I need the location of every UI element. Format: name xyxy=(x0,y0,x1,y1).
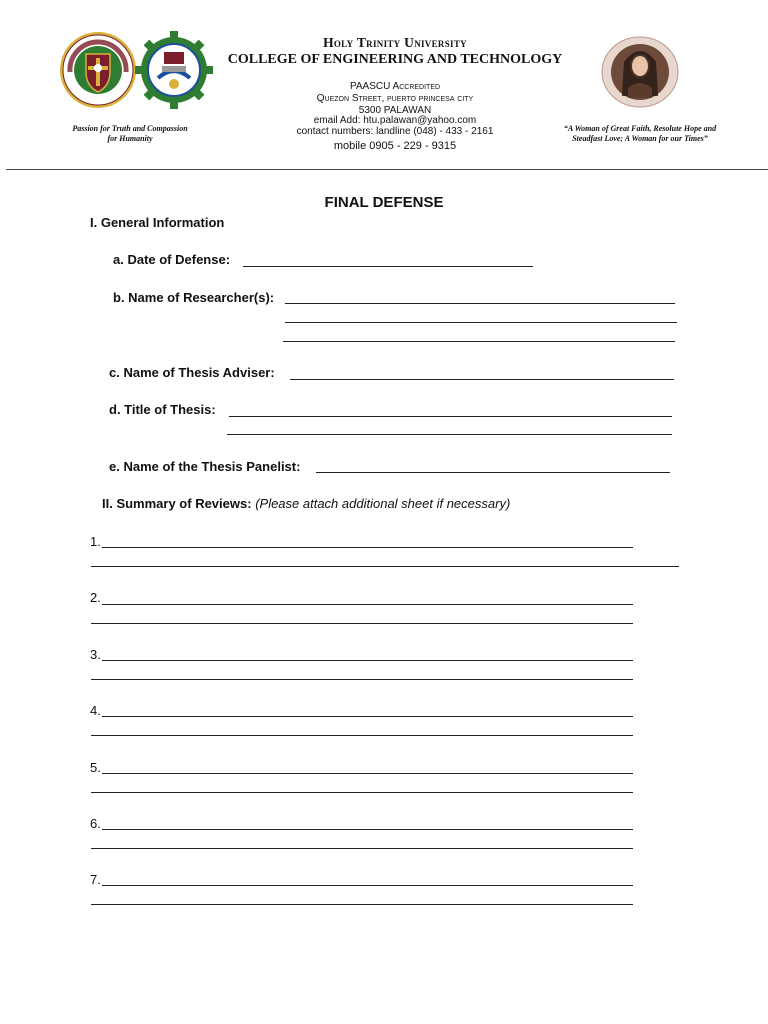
mobile-number: mobile 0905 - 229 - 9315 xyxy=(333,140,457,152)
patroness-portrait-seal xyxy=(600,36,680,108)
review-number: 2. xyxy=(90,590,101,605)
review-number: 3. xyxy=(90,647,101,662)
section-general-information: I. General Information xyxy=(90,215,225,230)
thesis-panelist-field[interactable] xyxy=(316,472,670,473)
review-7-line-2[interactable] xyxy=(91,904,633,905)
review-3-line-1[interactable] xyxy=(102,660,633,661)
researchers-field-1[interactable] xyxy=(285,303,675,304)
researchers-label: b. Name of Researcher(s): xyxy=(113,290,275,305)
thesis-title-field-1[interactable] xyxy=(229,416,672,417)
review-number: 4. xyxy=(90,703,101,718)
patroness-quote: “A Woman of Great Faith, Resolute Hope and Steadfast Love; A Woman for our Times” xyxy=(563,124,717,143)
university-motto: Passion for Truth and Compassion for Humanity xyxy=(72,124,188,143)
review-number: 7. xyxy=(90,872,101,887)
date-of-defense-label: a. Date of Defense: xyxy=(113,252,231,267)
college-gear-logo xyxy=(134,30,214,110)
thesis-adviser-label: c. Name of Thesis Adviser: xyxy=(109,365,275,380)
review-3-line-2[interactable] xyxy=(91,679,633,680)
email-text: email Add: htu.palawan@yahoo.com xyxy=(313,115,477,126)
section-summary-of-reviews xyxy=(102,496,510,511)
street-address: Quezon Street, puerto princesa city xyxy=(316,93,474,104)
summary-heading: II. Summary of Reviews: xyxy=(102,496,252,511)
university-name: Holy Trinity University xyxy=(323,35,467,50)
thesis-adviser-field[interactable] xyxy=(290,379,674,380)
researchers-field-3[interactable] xyxy=(283,341,675,342)
review-number: 6. xyxy=(90,816,101,831)
review-number: 1. xyxy=(90,534,101,549)
review-5-line-1[interactable] xyxy=(102,773,633,774)
thesis-title-field-2[interactable] xyxy=(227,434,672,435)
review-2-line-1[interactable] xyxy=(102,604,633,605)
university-seal-logo xyxy=(58,30,138,110)
review-1-line-2[interactable] xyxy=(91,566,679,567)
zip-address: 5300 PALAWAN xyxy=(358,105,432,116)
review-2-line-2[interactable] xyxy=(91,623,633,624)
date-of-defense-field[interactable] xyxy=(243,266,533,267)
researchers-field-2[interactable] xyxy=(285,322,677,323)
form-title: FINAL DEFENSE xyxy=(324,194,444,211)
review-4-line-1[interactable] xyxy=(102,716,633,717)
header-divider xyxy=(6,169,768,170)
contact-numbers: contact numbers: landline (048) - 433 - 2161 xyxy=(296,126,494,137)
review-6-line-1[interactable] xyxy=(102,829,633,830)
accreditation-text: PAASCU Accredited xyxy=(349,81,441,92)
thesis-title-label: d. Title of Thesis: xyxy=(109,402,216,417)
review-number: 5. xyxy=(90,760,101,775)
review-5-line-2[interactable] xyxy=(91,792,633,793)
review-6-line-2[interactable] xyxy=(91,848,633,849)
college-name: COLLEGE OF ENGINEERING AND TECHNOLOGY xyxy=(227,52,563,67)
summary-note: (Please attach additional sheet if necessary) xyxy=(255,496,511,511)
review-4-line-2[interactable] xyxy=(91,735,633,736)
review-1-line-1[interactable] xyxy=(102,547,633,548)
review-7-line-1[interactable] xyxy=(102,885,633,886)
thesis-panelist-label: e. Name of the Thesis Panelist: xyxy=(109,459,301,474)
